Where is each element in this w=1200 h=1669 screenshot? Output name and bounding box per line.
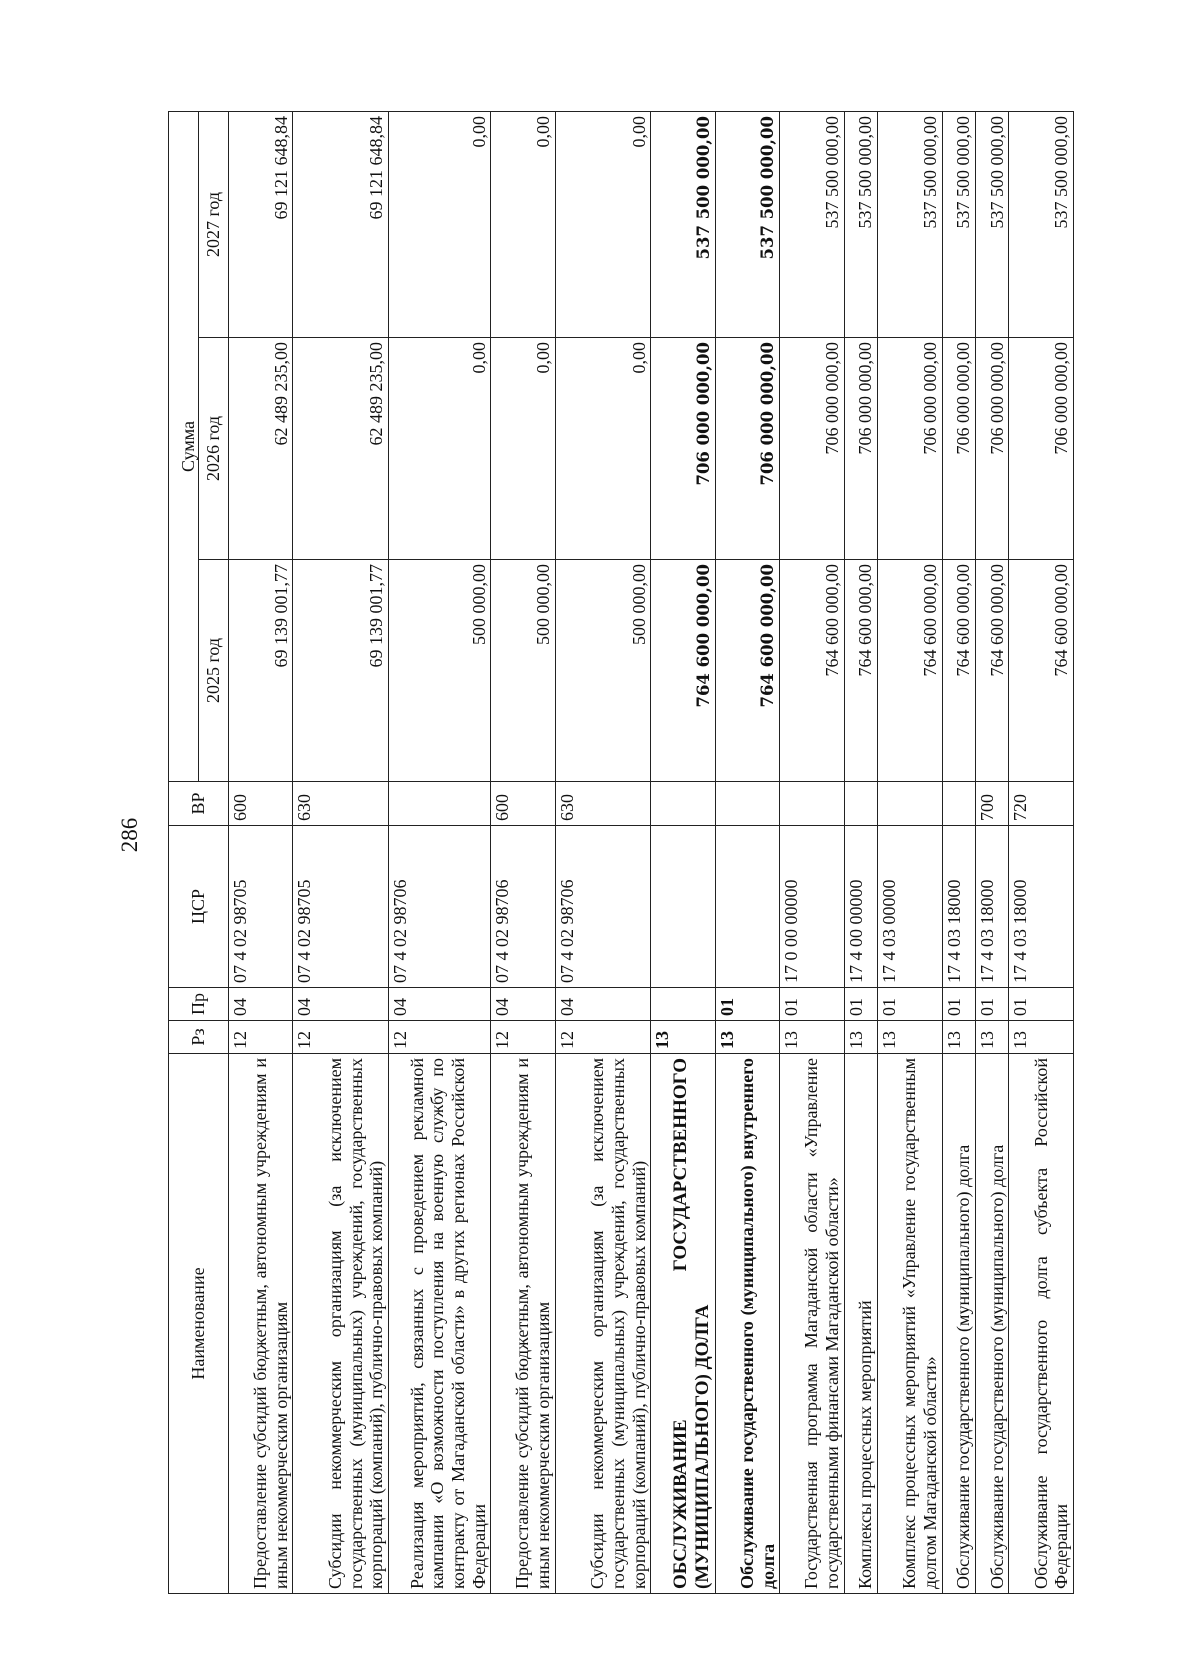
table-row (555, 111, 651, 1593)
row-rz-cell: 13 (844, 1021, 877, 1054)
row-2026-cell: 706 000 000,00 (878, 338, 942, 560)
table-row (1009, 111, 1074, 1593)
row-pr-cell: 04 (555, 988, 651, 1021)
row-name-cell: Комплекс процессных мероприятий «Управление государственным долгом Магаданской области» (878, 1054, 942, 1594)
row-csr-cell: 07 4 02 98705 (229, 826, 293, 988)
table-row (942, 111, 975, 1593)
row-2026-cell: 706 000 000,00 (942, 338, 975, 560)
row-vr-cell: 630 (293, 782, 389, 826)
budget-table (168, 111, 1074, 1594)
row-name-cell: Предоставление субсидий бюджетным, автономным учреждениям и иным некоммерческим организациям (229, 1054, 293, 1594)
row-2025-cell: 764 600 000,00 (942, 560, 975, 782)
row-rz-cell: 13 (780, 1021, 844, 1054)
row-2026-cell: 0,00 (491, 338, 555, 560)
table-body (229, 111, 1074, 1593)
row-rz-cell: 12 (555, 1021, 651, 1054)
row-2026-cell: 706 000 000,00 (1009, 338, 1074, 560)
row-2025-cell: 764 600 000,00 (976, 560, 1009, 782)
row-csr-cell: 17 4 03 18000 (942, 826, 975, 988)
row-name-cell: Обслуживание государственного (муниципального) долга (976, 1054, 1009, 1594)
row-2027-cell: 0,00 (388, 111, 490, 337)
row-csr-cell (715, 826, 779, 988)
table-row (388, 111, 490, 1593)
row-2025-cell: 764 600 000,00 (878, 560, 942, 782)
row-rz-cell: 13 (878, 1021, 942, 1054)
row-vr-cell (651, 782, 715, 826)
row-2027-cell: 0,00 (555, 111, 651, 337)
row-name-cell: Комплексы процессных мероприятий (844, 1054, 877, 1594)
row-csr-cell: 07 4 02 98706 (388, 826, 490, 988)
row-vr-cell (844, 782, 877, 826)
row-vr-cell: 600 (491, 782, 555, 826)
row-csr-cell: 17 4 00 00000 (844, 826, 877, 988)
header-name: Наименование (169, 1054, 229, 1594)
row-2027-cell: 69 121 648,84 (229, 111, 293, 337)
row-2027-cell: 537 500 000,00 (878, 111, 942, 337)
row-2025-cell: 764 600 000,00 (651, 560, 715, 782)
row-pr-cell: 04 (491, 988, 555, 1021)
row-2026-cell: 706 000 000,00 (976, 338, 1009, 560)
row-2027-cell: 537 500 000,00 (651, 111, 715, 337)
row-2026-cell: 0,00 (555, 338, 651, 560)
row-vr-cell (715, 782, 779, 826)
row-csr-cell: 17 0 00 00000 (780, 826, 844, 988)
row-name-cell: Обслуживание государственного (муниципального) долга (942, 1054, 975, 1594)
row-2025-cell: 764 600 000,00 (844, 560, 877, 782)
row-pr-cell: 01 (715, 988, 779, 1021)
row-rz-cell: 13 (976, 1021, 1009, 1054)
row-rz-cell: 13 (942, 1021, 975, 1054)
row-vr-cell: 600 (229, 782, 293, 826)
rotated-table-frame (168, 112, 1074, 1594)
row-2026-cell: 0,00 (388, 338, 490, 560)
row-2025-cell: 500 000,00 (491, 560, 555, 782)
row-pr-cell: 04 (229, 988, 293, 1021)
header-2025: 2025 год (199, 560, 229, 782)
table-row (293, 111, 389, 1593)
row-rz-cell: 12 (229, 1021, 293, 1054)
header-2027: 2027 год (199, 111, 229, 337)
row-2025-cell: 500 000,00 (388, 560, 490, 782)
row-2026-cell: 706 000 000,00 (715, 338, 779, 560)
row-csr-cell (651, 826, 715, 988)
row-rz-cell: 12 (293, 1021, 389, 1054)
header-sum: Сумма (169, 111, 199, 781)
table-row (878, 111, 942, 1593)
row-vr-cell (878, 782, 942, 826)
row-vr-cell: 720 (1009, 782, 1074, 826)
row-name-cell: Государственная программа Магаданской области «Управление государственными финансами Магаданской области» (780, 1054, 844, 1594)
page-number: 286 (117, 817, 142, 853)
table-container (168, 112, 1074, 1594)
row-2025-cell: 69 139 001,77 (229, 560, 293, 782)
row-vr-cell (942, 782, 975, 826)
row-rz-cell: 12 (491, 1021, 555, 1054)
header-csr: ЦСР (169, 826, 229, 988)
row-2025-cell: 764 600 000,00 (780, 560, 844, 782)
row-csr-cell: 07 4 02 98706 (491, 826, 555, 988)
header-rz: Рз (169, 1021, 229, 1054)
row-rz-cell: 13 (1009, 1021, 1074, 1054)
row-pr-cell: 04 (388, 988, 490, 1021)
row-pr-cell: 01 (976, 988, 1009, 1021)
row-2026-cell: 62 489 235,00 (293, 338, 389, 560)
row-name-cell: Субсидии некоммерческим организациям (за исключением государственных (муниципальных) учреждений, государственных корпораций (компаний), публично-правовых компаний) (293, 1054, 389, 1594)
table-row (651, 111, 715, 1593)
row-2027-cell: 537 500 000,00 (976, 111, 1009, 337)
row-2027-cell: 537 500 000,00 (844, 111, 877, 337)
table-row (229, 111, 293, 1593)
header-vr: ВР (169, 782, 229, 826)
row-csr-cell: 17 4 03 00000 (878, 826, 942, 988)
header-row-1 (169, 111, 199, 1593)
row-2027-cell: 0,00 (491, 111, 555, 337)
row-name-cell: Обслуживание государственного (муниципального) внутреннего долга (715, 1054, 779, 1594)
row-name-cell: Обслуживание государственного долга субъекта Российской Федерации (1009, 1054, 1074, 1594)
row-name-cell: ОБСЛУЖИВАНИЕ ГОСУДАРСТВЕННОГО (МУНИЦИПАЛЬНОГО) ДОЛГА (651, 1054, 715, 1594)
row-vr-cell: 630 (555, 782, 651, 826)
row-pr-cell: 01 (942, 988, 975, 1021)
row-2026-cell: 706 000 000,00 (844, 338, 877, 560)
row-vr-cell (388, 782, 490, 826)
row-pr-cell: 04 (293, 988, 389, 1021)
table-row (491, 111, 555, 1593)
table-row (780, 111, 844, 1593)
header-pr: Пр (169, 988, 229, 1021)
row-pr-cell: 01 (780, 988, 844, 1021)
row-csr-cell: 17 4 03 18000 (976, 826, 1009, 988)
row-pr-cell: 01 (1009, 988, 1074, 1021)
table-row (976, 111, 1009, 1593)
table-row (715, 111, 779, 1593)
row-2027-cell: 537 500 000,00 (715, 111, 779, 337)
row-pr-cell (651, 988, 715, 1021)
row-2026-cell: 62 489 235,00 (229, 338, 293, 560)
row-2026-cell: 706 000 000,00 (780, 338, 844, 560)
row-rz-cell: 13 (651, 1021, 715, 1054)
header-2026: 2026 год (199, 338, 229, 560)
row-2025-cell: 69 139 001,77 (293, 560, 389, 782)
row-2025-cell: 500 000,00 (555, 560, 651, 782)
row-2027-cell: 537 500 000,00 (942, 111, 975, 337)
row-rz-cell: 13 (715, 1021, 779, 1054)
row-2027-cell: 69 121 648,84 (293, 111, 389, 337)
row-vr-cell (780, 782, 844, 826)
table-row (844, 111, 877, 1593)
row-2027-cell: 537 500 000,00 (780, 111, 844, 337)
row-csr-cell: 07 4 02 98706 (555, 826, 651, 988)
row-2025-cell: 764 600 000,00 (715, 560, 779, 782)
row-2026-cell: 706 000 000,00 (651, 338, 715, 560)
row-csr-cell: 17 4 03 18000 (1009, 826, 1074, 988)
row-name-cell: Субсидии некоммерческим организациям (за исключением государственных (муниципальных) учреждений, государственных корпораций (компаний), публично-правовых компаний) (555, 1054, 651, 1594)
row-pr-cell: 01 (878, 988, 942, 1021)
row-2025-cell: 764 600 000,00 (1009, 560, 1074, 782)
row-csr-cell: 07 4 02 98705 (293, 826, 389, 988)
row-rz-cell: 12 (388, 1021, 490, 1054)
row-name-cell: Предоставление субсидий бюджетным, автономным учреждениям и иным некоммерческим организациям (491, 1054, 555, 1594)
row-2027-cell: 537 500 000,00 (1009, 111, 1074, 337)
row-name-cell: Реализация мероприятий, связанных с проведением рекламной кампании «О возможности поступления на военную службу по контракту от Магаданской области» в других регионах Российской Федерации (388, 1054, 490, 1594)
row-pr-cell: 01 (844, 988, 877, 1021)
row-vr-cell: 700 (976, 782, 1009, 826)
